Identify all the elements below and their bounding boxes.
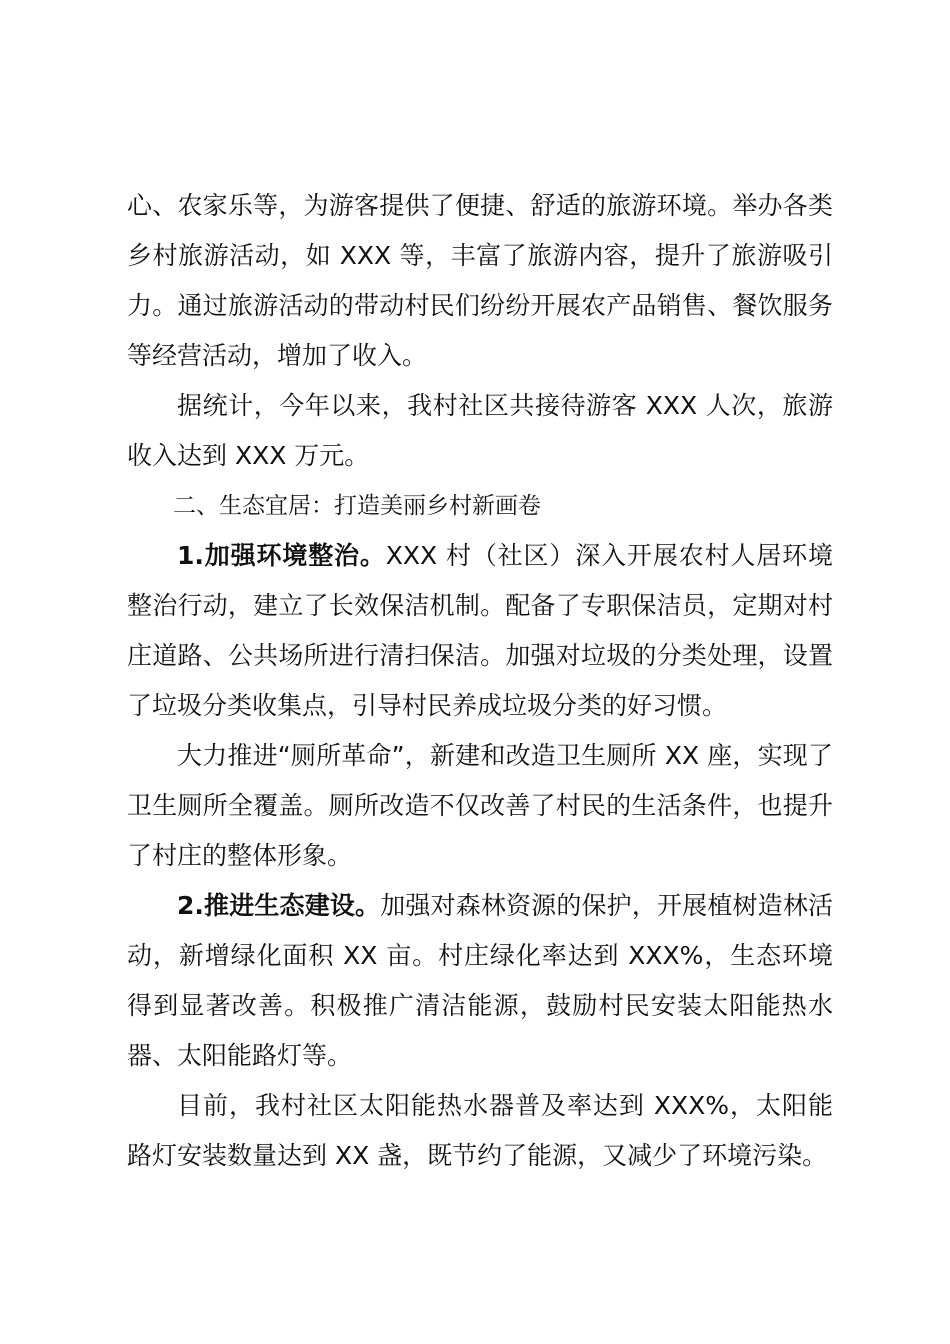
section-heading-ecology: 二、生态宜居：打造美丽乡村新画卷	[173, 493, 541, 519]
paragraph-ecological-construction	[127, 881, 833, 1081]
paragraph-tourism-continued: 心、农家乐等，为游客提供了便捷、舒适的旅游环境。举办各类乡村旅游活动，如 XXX 等，丰富了旅游内容，提升了旅游吸引力。通过旅游活动的带动村民们纷纷开展农产品销售、餐饮服务等经营活动，增加了收入。	[127, 191, 833, 370]
paragraph-lead-environment: 1.加强环境整治。	[177, 541, 386, 570]
document-body	[127, 181, 833, 1181]
paragraph-solar-energy: 目前，我村社区太阳能热水器普及率达到 XXX%，太阳能路灯安装数量达到 XX 盏，既节约了能源，又减少了环境污染。	[127, 1091, 833, 1170]
paragraph-lead-ecology: 2.推进生态建设。	[177, 891, 381, 920]
paragraph-body-ecology: 加强对森林资源的保护，开展植树造林活动，新增绿化面积 XX 亩。村庄绿化率达到 XXX%，生态环境得到显著改善。积极推广清洁能源，鼓励村民安装太阳能热水器、太阳能路灯等。	[127, 891, 833, 1070]
paragraph-body-environment: XXX 村（社区）深入开展农村人居环境整治行动，建立了长效保洁机制。配备了专职保洁员，定期对村庄道路、公共场所进行清扫保洁。加强对垃圾的分类处理，设置了垃圾分类收集点，引导村民养成垃圾分类的好习惯。	[127, 541, 833, 720]
paragraph-tourism-statistics: 据统计，今年以来，我村社区共接待游客 XXX 人次，旅游收入达到 XXX 万元。	[127, 391, 833, 470]
paragraph-environment-rectification	[127, 531, 833, 731]
paragraph-toilet-revolution: 大力推进“厕所革命”，新建和改造卫生厕所 XX 座，实现了卫生厕所全覆盖。厕所改造不仅改善了村民的生活条件，也提升了村庄的整体形象。	[127, 741, 833, 870]
